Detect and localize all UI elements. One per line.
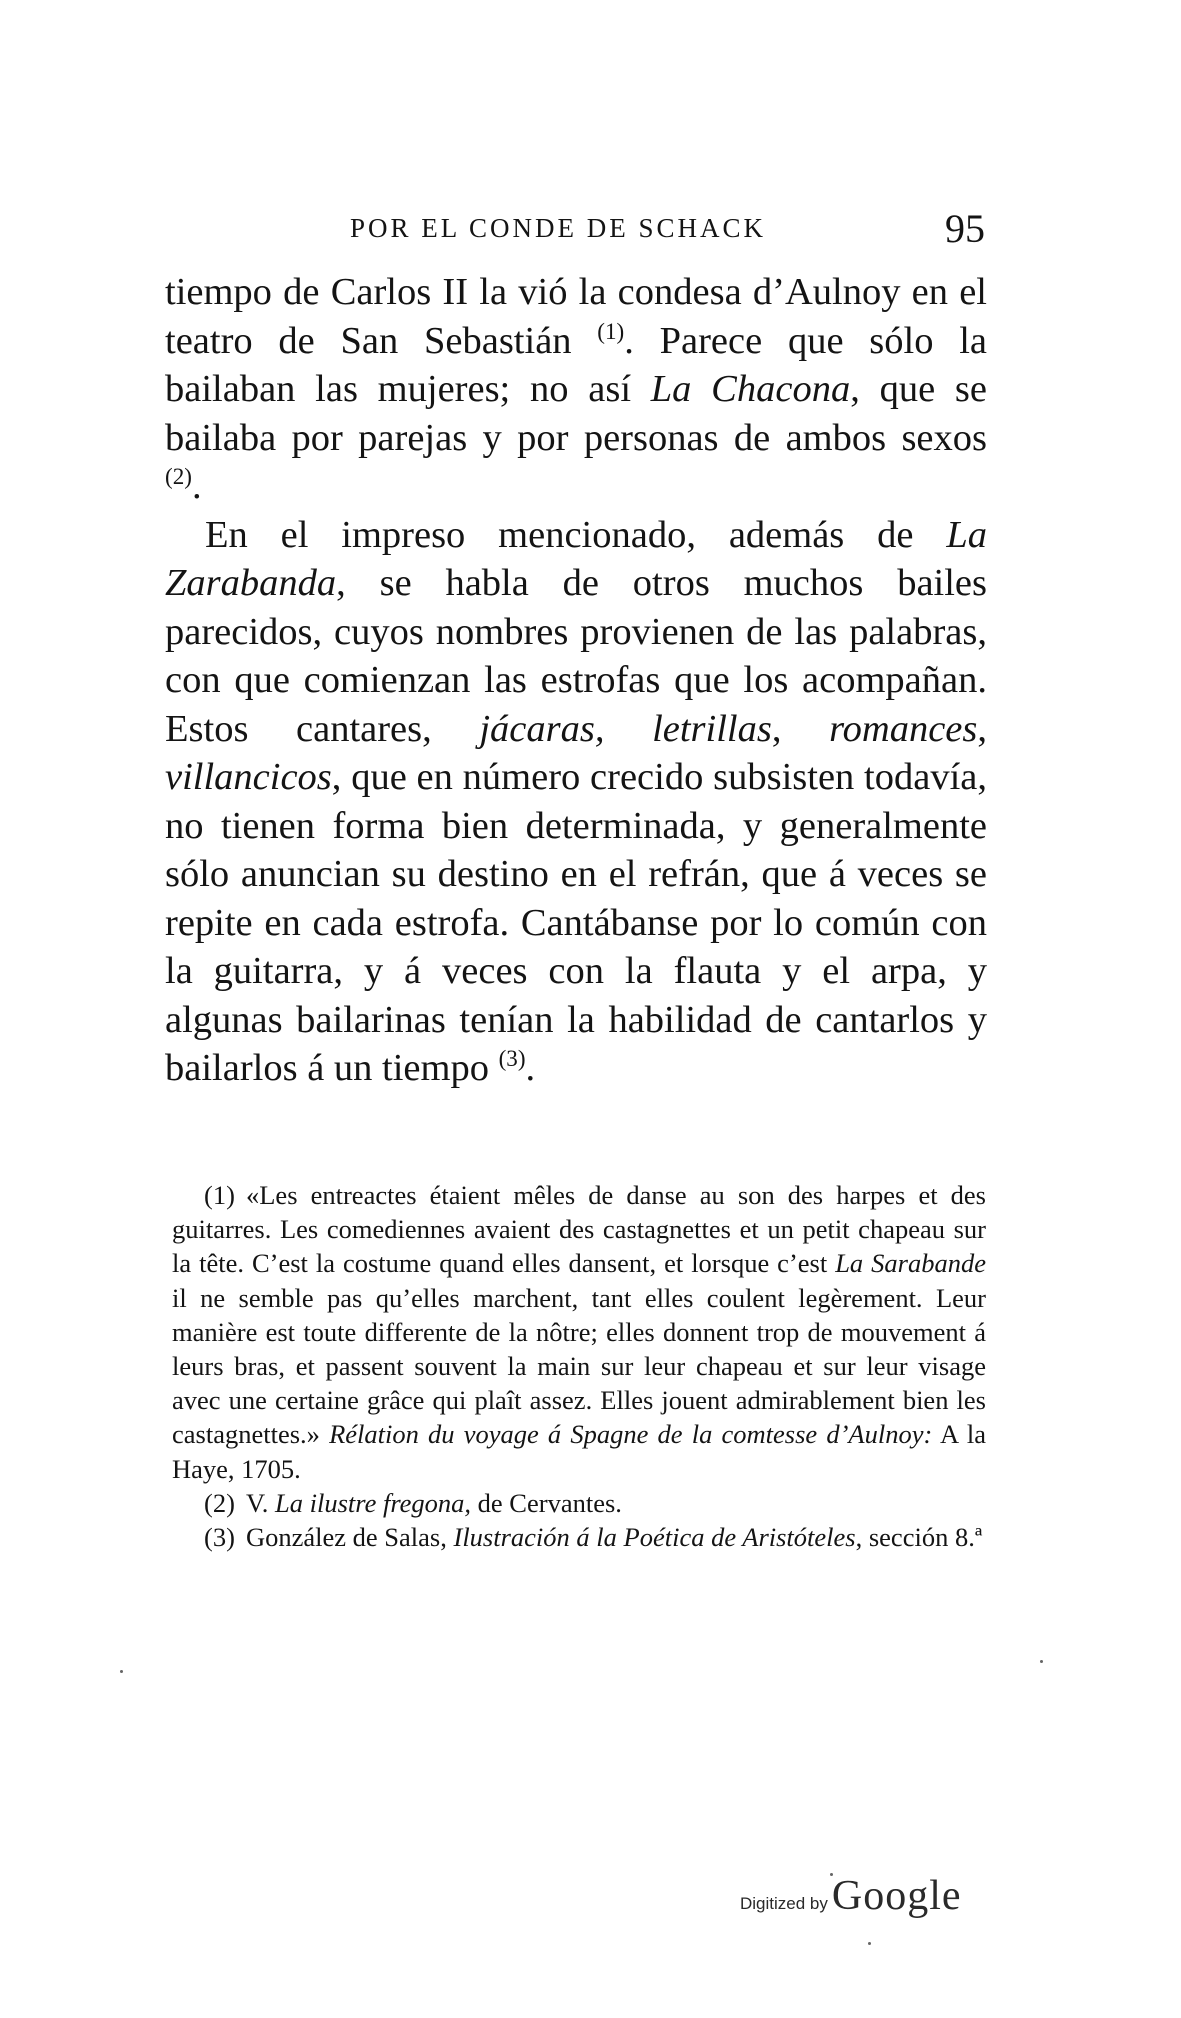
italic-title: Ilustración á la Poética de Aristóteles	[453, 1522, 856, 1553]
digitized-watermark	[740, 1872, 962, 1920]
text-run: tiempo de Carlos II la vió la condesa d’Aulnoy en el teatro de San Sebastián	[165, 271, 987, 362]
page-number: 95	[945, 206, 985, 251]
text-run: ,	[771, 707, 830, 750]
italic-title: Rélation du voyage á Spagne de la comtesse d’Aulnoy:	[329, 1419, 933, 1450]
scan-speck	[1040, 1660, 1043, 1663]
footnote-ref-2: (2)	[165, 463, 192, 490]
italic-title: La ilustre fregona,	[274, 1487, 472, 1518]
running-head: POR EL CONDE DE SCHACK	[350, 213, 767, 243]
footnote-ref-1: (1)	[597, 317, 625, 344]
text-run: .	[525, 1047, 536, 1089]
italic-title: La Sarabande	[835, 1248, 986, 1279]
text-run: , sección 8.ª	[855, 1522, 983, 1553]
text-run: González de Salas,	[246, 1522, 454, 1553]
text-run: , que en número crecido subsisten todavía, no tienen forma bien determinada, y generalmente sólo anuncian su destino en el refrán, que á veces se repite en cada estrofa. Cantábanse por lo común con la guitarra, y á veces con la flauta y el arpa, y algunas bailarinas tenían la habilidad de cantarlos y bailarlos á un tiempo	[165, 756, 987, 1089]
italic-term: jácaras, letrillas	[479, 707, 772, 750]
footnote-1	[172, 1178, 986, 1486]
italic-title: La Chacona	[650, 368, 851, 410]
footnote-2	[172, 1486, 986, 1520]
scan-speck	[120, 1670, 123, 1673]
text-run: il ne semble pas qu’elles marchent, tant elles coulent legèrement. Leur manière est toute differente de la nôtre; elles donnent trop de mouvement á leurs bras, et passent souvent la main sur leur chapeau et sur leur visage avec une certaine grâce qui plaît assez. Elles jouent admirablement bien les castagnettes.»	[172, 1282, 986, 1450]
footnote-number: (3)	[204, 1522, 235, 1553]
italic-term: romances	[829, 707, 978, 750]
italic-title: La Zarabanda	[165, 513, 987, 604]
text-run: V.	[246, 1487, 275, 1518]
footnote-ref-3: (3)	[498, 1045, 526, 1072]
digitized-by-label: Digitized by	[740, 1894, 828, 1913]
paragraph-1	[165, 268, 987, 511]
footnote-number: (1)	[204, 1180, 235, 1210]
text-run: En el impreso mencionado, además de	[205, 513, 947, 556]
text-run: , que se bailaba por parejas y por personas de ambos sexos	[165, 368, 987, 459]
footnote-3	[172, 1520, 986, 1554]
page-header	[165, 205, 985, 265]
paragraph-2	[165, 511, 987, 1093]
google-wordmark: Google	[831, 1873, 962, 1919]
text-run: A la Haye, 1705.	[172, 1419, 986, 1484]
text-run: «Les entreactes étaient mêles de danse au son des harpes et des guitarres. Les comediennes avaient des castagnettes et un petit chapeau sur la tête. C’est la costume quand elles dansent, et lorsque c’est	[172, 1180, 986, 1279]
text-run: , se habla de otros muchos bailes parecidos, cuyos nombres provienen de las palabras, con que comienzan las estrofas que los acompañan. Estos cantares,	[165, 562, 987, 750]
scan-speck	[868, 1942, 871, 1945]
text-run: ,	[977, 707, 987, 750]
text-run: . Parece que sólo la bailaban las mujeres; no así	[165, 319, 988, 410]
text-run: .	[191, 465, 202, 507]
main-text	[165, 268, 987, 1093]
italic-term: villancicos	[165, 756, 332, 798]
footnotes	[172, 1178, 986, 1554]
footnote-number: (2)	[204, 1487, 235, 1518]
text-run: de Cervantes.	[471, 1487, 622, 1518]
